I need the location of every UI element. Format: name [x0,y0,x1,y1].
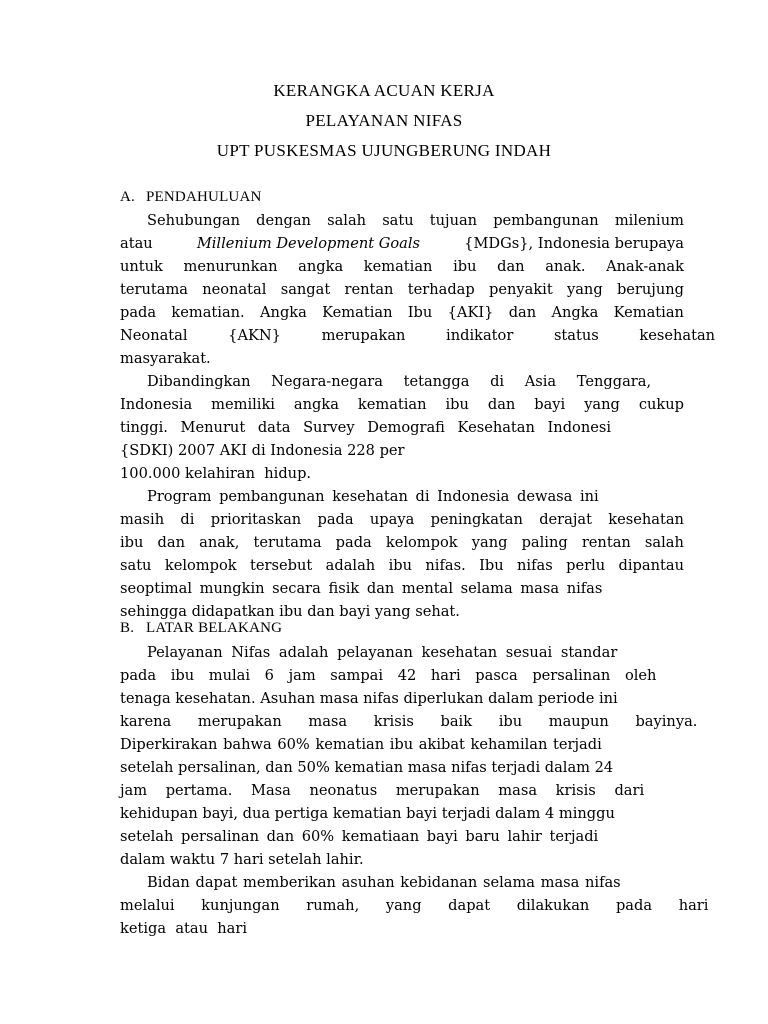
word: paling [521,534,568,551]
paragraph-line: setelah persalinan dan 60% kematiaan bayi baru lahir terjadi [120,828,599,845]
paragraph-line: masyarakat. [120,350,211,367]
emphasis-text: Millenium Development Goals [196,235,421,252]
word: sangat [280,281,331,298]
word: rentan [344,281,394,298]
word: cukup [638,396,684,413]
word: dan [157,534,185,551]
paragraph-line: pada ibu mulai 6 jam sampai 42 hari pasca persalinan oleh [120,667,657,684]
paragraph-line: {SDKI) 2007 AKI di Indonesia 228 per [120,442,405,459]
word: untuk [120,258,163,275]
word: kesehatan [608,511,684,528]
word: nifas. [425,557,466,574]
word: dipantau [618,557,684,574]
paragraph-line [120,531,684,554]
paragraph-line [120,508,684,531]
word: Angka [260,304,307,321]
word: terutama [253,534,322,551]
paragraph-line: Dibandingkan Negara-negara tetangga di Asia Tenggara, [147,373,652,390]
word: menurunkan [183,258,278,275]
word: terhadap [407,281,475,298]
paragraph-line: seoptimal mungkin secara fisik dan mental selama masa nifas [120,580,603,597]
word: kematian. [171,304,245,321]
word: Angka [551,304,599,321]
paragraph-line: jam pertama. Masa neonatus merupakan masa krisis dari [120,782,645,799]
word: pada [120,304,157,321]
word: neonatal [202,281,267,298]
word: kelompok [385,534,458,551]
word: angka [293,396,339,413]
word: rentan [581,534,631,551]
paragraph-line: setelah persalinan, dan 50% kematian masa nifas terjadi dalam 24 [120,759,614,776]
word: pembangunan [493,212,599,229]
word: pada [317,511,354,528]
paragraph-line: tenaga kesehatan. Asuhan masa nifas diperlukan dalam periode ini [120,690,618,707]
word: kematian [363,258,433,275]
word: Sehubungan [147,212,241,229]
word: terutama [120,281,188,298]
paragraph-line: Neonatal {AKN} merupakan indikator status kesehatan [120,327,716,344]
word: ibu [453,258,477,275]
word: prioritaskan [210,511,302,528]
word: tersebut [250,557,313,574]
word: upaya [369,511,415,528]
paragraph-line [120,301,684,324]
title-line-1: KERANGKA ACUAN KERJA [273,81,495,100]
section-number-a: A. [120,189,135,205]
paragraph-line: 100.000 kelahiran hidup. [120,465,312,482]
word: Kematian [613,304,684,321]
word: Anak-anak [606,258,684,275]
word: Indonesia [120,396,193,413]
word: adalah [325,557,376,574]
word: yang [584,396,620,413]
word: ibu [120,534,144,551]
paragraph-line: dalam waktu 7 hari setelah lahir. [120,851,364,868]
word: ibu [388,557,412,574]
word: anak, [199,534,240,551]
word: nifas [517,557,553,574]
word: dan [508,304,537,321]
paragraph-line [120,278,684,301]
word: pada [335,534,372,551]
word: masih [120,511,165,528]
word: Ibu [479,557,504,574]
word: dan [487,396,516,413]
word: tujuan [429,212,478,229]
paragraph-line: Program pembangunan kesehatan di Indonesia dewasa ini [147,488,599,505]
word: penyakit [489,281,553,298]
paragraph-line: melalui kunjungan rumah, yang dapat dilakukan pada hari [120,897,709,914]
word: dan [497,258,525,275]
word: milenium [614,212,684,229]
word: {AKI} [447,304,494,321]
word: memiliki [211,396,275,413]
section-title-a: PENDAHULUAN [146,189,262,205]
document-title [0,76,768,166]
section-a-body [120,209,716,623]
paragraph-line: karena merupakan masa krisis baik ibu maupun bayinya. [120,713,698,730]
word: berujung [616,281,684,298]
word: Ibu [407,304,433,321]
paragraph-line: Bidan dapat memberikan asuhan kebidanan selama masa nifas [147,874,621,891]
section-b-body [120,641,709,940]
word: kelompok [164,557,237,574]
word: angka [298,258,344,275]
word: dengan [256,212,311,229]
word: salah [644,534,684,551]
word: yang [566,281,603,298]
paragraph-line: Pelayanan Nifas adalah pelayanan kesehatan sesuai standar [147,644,618,661]
section-heading-latar-belakang [120,620,282,637]
title-line-3: UPT PUSKESMAS UJUNGBERUNG INDAH [216,141,552,160]
paragraph-line: kehidupan bayi, dua pertiga kematian bayi terjadi dalam 4 minggu [120,805,615,822]
word: peningkatan [430,511,523,528]
word: salah [327,212,367,229]
word: Kematian [322,304,393,321]
paragraph-line [120,209,684,232]
word: ibu [445,396,469,413]
word: bayi [534,396,566,413]
paragraph-line: Diperkirakan bahwa 60% kematian ibu akibat kehamilan terjadi [120,736,602,753]
word: satu [382,212,414,229]
paragraph-line [120,554,684,577]
word: kematian [357,396,427,413]
paragraph-line [120,255,684,278]
section-number-b: B. [120,620,135,636]
word: perlu [566,557,606,574]
paragraph-line [120,393,684,416]
word: anak. [545,258,586,275]
paragraph-line: tinggi. Menurut data Survey Demografi Kesehatan Indonesi [120,419,612,436]
paragraph-line: ketiga atau hari [120,920,248,937]
section-heading-pendahuluan [120,189,262,206]
paragraph-line: atau Millenium Development Goals {MDGs}, Indonesia berupaya [120,232,684,255]
paragraph-line: sehingga didapatkan ibu dan bayi yang sehat. [120,603,460,620]
section-title-b: LATAR BELAKANG [146,620,283,636]
word: derajat [539,511,592,528]
word: satu [120,557,152,574]
word: di [180,511,195,528]
title-line-2: PELAYANAN NIFAS [305,111,463,130]
word: yang [471,534,508,551]
